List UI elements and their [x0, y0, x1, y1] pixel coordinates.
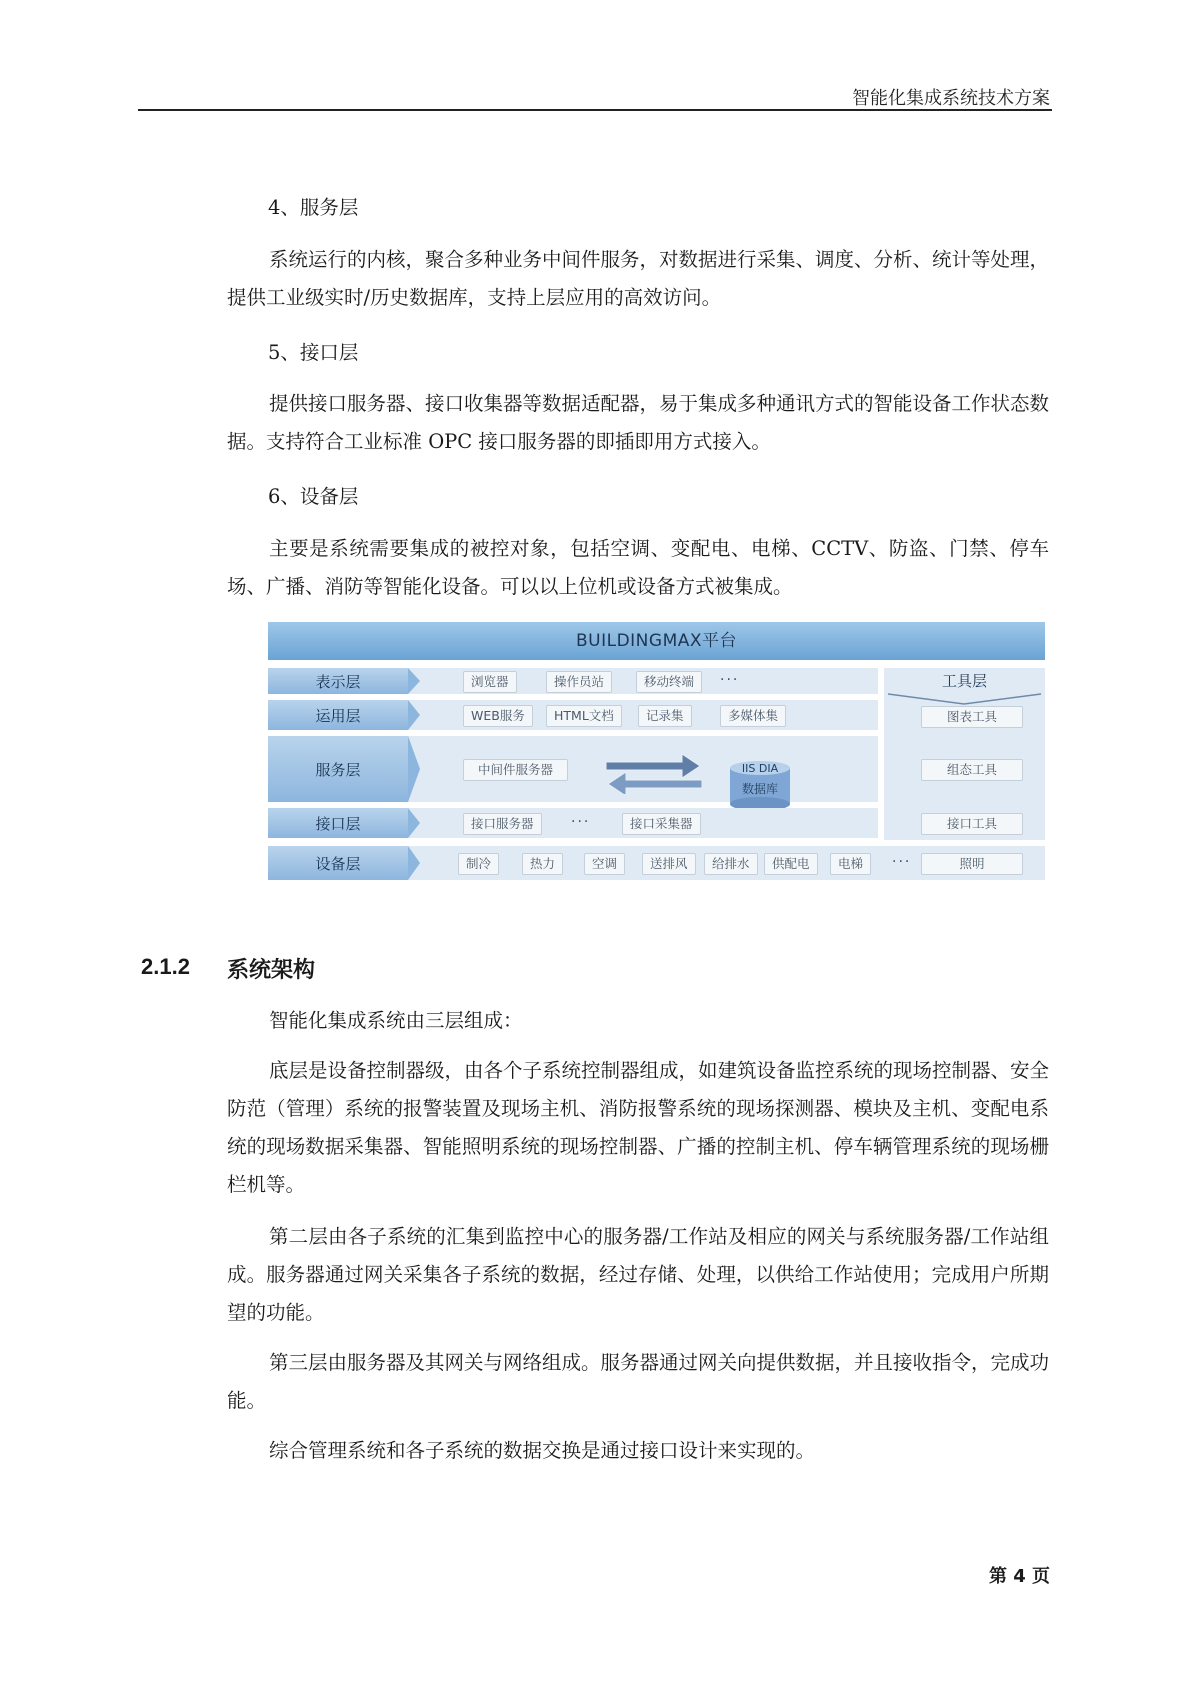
paragraph-bottom-layer: 底层是设备控制器级，由各个子系统控制器组成，如建筑设备监控系统的现场控制器、安全防范（管理）系统的报警装置及现场主机、消防报警系统的现场探测器、模块及主机、变配电系统的现场数据采集器、智能照明系统的现场控制器、广播的控制主机、停车辆管理系统的现场栅栏机等。 [227, 1059, 1050, 1196]
row-label: 服务层 [268, 736, 408, 802]
paragraph-intro: 智能化集成系统由三层组成： [269, 1009, 523, 1032]
diagram-title: BUILDINGMAX平台 [268, 622, 1045, 660]
page-number: 第 4 页 [988, 1566, 1050, 1587]
row-label: 运用层 [268, 700, 408, 730]
paragraph-data-exchange: 综合管理系统和各子系统的数据交换是通过接口设计来实现的。 [269, 1439, 816, 1462]
header-title: 智能化集成系统技术方案 [852, 88, 1050, 109]
chip-interface-tool: 接口工具 [921, 813, 1023, 835]
chip-mobile-terminal: 移动终端 [636, 671, 702, 693]
row-label: 表示层 [268, 668, 408, 694]
row-arrow-icon [408, 700, 420, 730]
heading-device-layer: 6、设备层 [268, 485, 359, 508]
chip-multimedia: 多媒体集 [720, 705, 786, 727]
paragraph-third-layer: 第三层由服务器及其网关与网络组成。服务器通过网关向提供数据，并且接收指令，完成功能。 [227, 1351, 1050, 1412]
architecture-diagram [268, 622, 1045, 892]
chip-chart-tool: 图表工具 [921, 706, 1023, 728]
row-arrow-icon [408, 846, 420, 880]
paragraph-interface-layer: 提供接口服务器、接口收集器等数据适配器，易于集成多种通讯方式的智能设备工作状态数据。支持符合工业标准 OPC 接口服务器的即插即用方式接入。 [227, 392, 1050, 453]
paragraph-second-layer: 第二层由各子系统的汇集到监控中心的服务器/工作站及相应的网关与系统服务器/工作站组成。服务器通过网关采集各子系统的数据，经过存储、处理，以供给工作站使用；完成用户所期望的功能。 [227, 1225, 1049, 1324]
chip-heating: 热力 [522, 853, 563, 875]
header-rule [138, 109, 1052, 111]
chip-browser: 浏览器 [463, 671, 517, 693]
tool-layer-header: 工具层 [941, 672, 987, 690]
heading-interface-layer: 5、接口层 [268, 341, 359, 364]
section-title: 系统架构 [227, 958, 316, 983]
database-label-line1: IIS DIA [741, 762, 779, 775]
ellipsis: ··· [571, 814, 591, 830]
chip-ventilation: 送排风 [642, 853, 696, 875]
row-arrow-icon [408, 736, 420, 802]
row-label: 接口层 [268, 808, 408, 838]
chip-middleware-server: 中间件服务器 [463, 759, 568, 781]
chip-power-supply: 供配电 [764, 853, 818, 875]
chip-config-tool: 组态工具 [921, 759, 1023, 781]
tool-layer-chevron-icon [884, 692, 1045, 706]
paragraph-device-layer: 主要是系统需要集成的被控对象，包括空调、变配电、电梯、CCTV、防盗、门禁、停车场、广播、消防等智能化设备。可以以上位机或设备方式被集成。 [227, 537, 1049, 598]
chip-air-conditioning: 空调 [584, 853, 625, 875]
row-arrow-icon [408, 668, 420, 694]
chip-recordset: 记录集 [638, 705, 692, 727]
ellipsis: ··· [720, 672, 740, 688]
chip-elevator: 电梯 [830, 853, 871, 875]
chip-interface-server: 接口服务器 [463, 813, 542, 835]
database-label-line2: 数据库 [741, 782, 778, 796]
chip-html-doc: HTML文档 [546, 705, 622, 727]
chip-operator-station: 操作员站 [546, 671, 612, 693]
section-number: 2.1.2 [141, 954, 190, 979]
chip-lighting: 照明 [921, 853, 1023, 875]
chip-water: 给排水 [704, 853, 758, 875]
row-arrow-icon [408, 808, 420, 838]
row-label: 设备层 [268, 846, 408, 880]
paragraph-service-layer: 系统运行的内核，聚合多种业务中间件服务，对数据进行采集、调度、分析、统计等处理，提供工业级实时/历史数据库，支持上层应用的高效访问。 [227, 248, 1050, 309]
chip-web-service: WEB服务 [463, 705, 533, 727]
ellipsis: ··· [892, 854, 912, 870]
chip-interface-collector: 接口采集器 [622, 813, 701, 835]
heading-service-layer: 4、服务层 [268, 196, 359, 219]
exchange-arrows-icon [604, 750, 704, 794]
chip-cooling: 制冷 [458, 853, 499, 875]
